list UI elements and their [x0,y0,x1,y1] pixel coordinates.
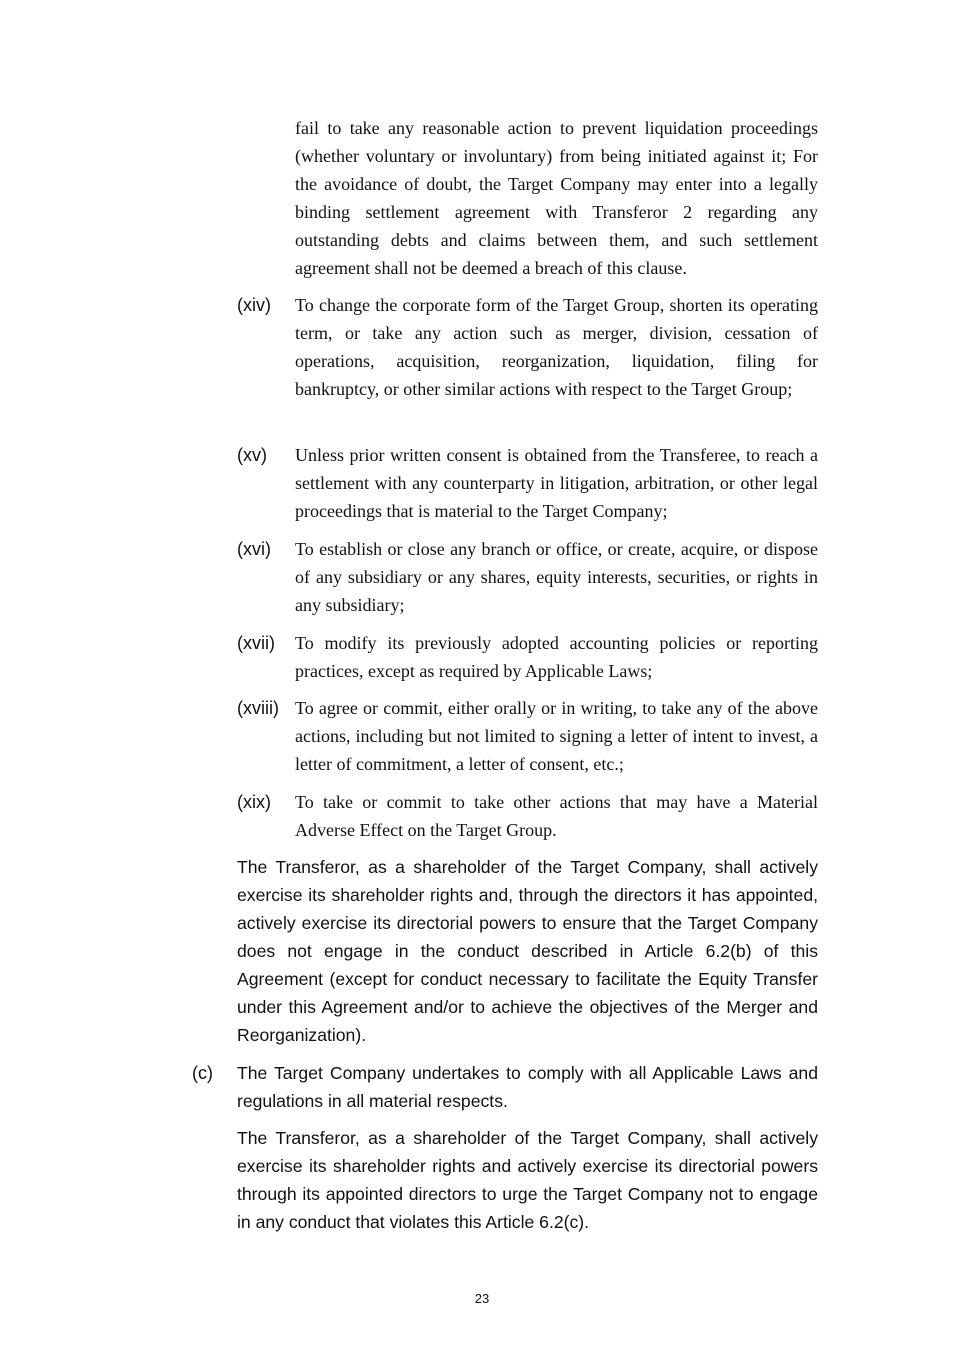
item-label-xvi: (xvi) [237,539,271,559]
item-text-xviii: To agree or commit, either orally or in writing, to take any of the above actions, including but not limited to signing a letter of intent to invest, a letter of commitment, a letter of consent, etc.; [295,698,818,774]
paragraph-article-6-2-b: The Transferor, as a shareholder of the Target Company, shall actively exercise its shareholder rights and, through the directors it has appointed, actively exercise its directorial powers to ensure that the Target Company does not engage in the conduct described in Article 6.2(b) of this Agreement (except for conduct necessary to facilitate the Equity Transfer under this Agreement and/or to achieve the objectives of the Merger and Reorganization). [237,857,818,1045]
item-label-xv: (xv) [237,445,267,465]
continuation-paragraph: fail to take any reasonable action to prevent liquidation proceedings (whether voluntary or involuntary) from being initiated against it; For the avoidance of doubt, the Target Company may enter into a legally binding settlement agreement with Transferor 2 regarding any outstanding debts and claims between them, and such settlement agreement shall not be deemed a breach of this clause. [295,118,818,278]
page-number: 23 [474,1291,490,1306]
item-label-xix: (xix) [237,792,271,812]
item-label-xviii: (xviii) [237,698,279,718]
item-label-xvii: (xvii) [237,633,275,653]
paragraph-article-6-2-c: The Transferor, as a shareholder of the Target Company, shall actively exercise its shareholder rights and actively exercise its directorial powers through its appointed directors to urge the Target Company not to engage in any conduct that violates this Article 6.2(c). [237,1128,818,1232]
item-text-xv: Unless prior written consent is obtained from the Transferee, to reach a settlement with any counterparty in litigation, arbitration, or other legal proceedings that is material to the Target Company; [295,445,818,521]
item-text-xiv: To change the corporate form of the Target Group, shorten its operating term, or take any action such as merger, division, cessation of operations, acquisition, reorganization, liquidation, filing for bankruptcy, or other similar actions with respect to the Target Group; [295,295,818,399]
clause-text-c: The Target Company undertakes to comply with all Applicable Laws and regulations in all material respects. [237,1063,818,1111]
item-text-xvi: To establish or close any branch or office, or create, acquire, or dispose of any subsidiary or any shares, equity interests, securities, or rights in any subsidiary; [295,539,818,615]
item-label-xiv: (xiv) [237,295,271,315]
item-text-xix: To take or commit to take other actions that may have a Material Adverse Effect on the Target Group. [295,792,818,840]
item-text-xvii: To modify its previously adopted accounting policies or reporting practices, except as required by Applicable Laws; [295,633,818,681]
clause-label-c: (c) [192,1063,213,1083]
